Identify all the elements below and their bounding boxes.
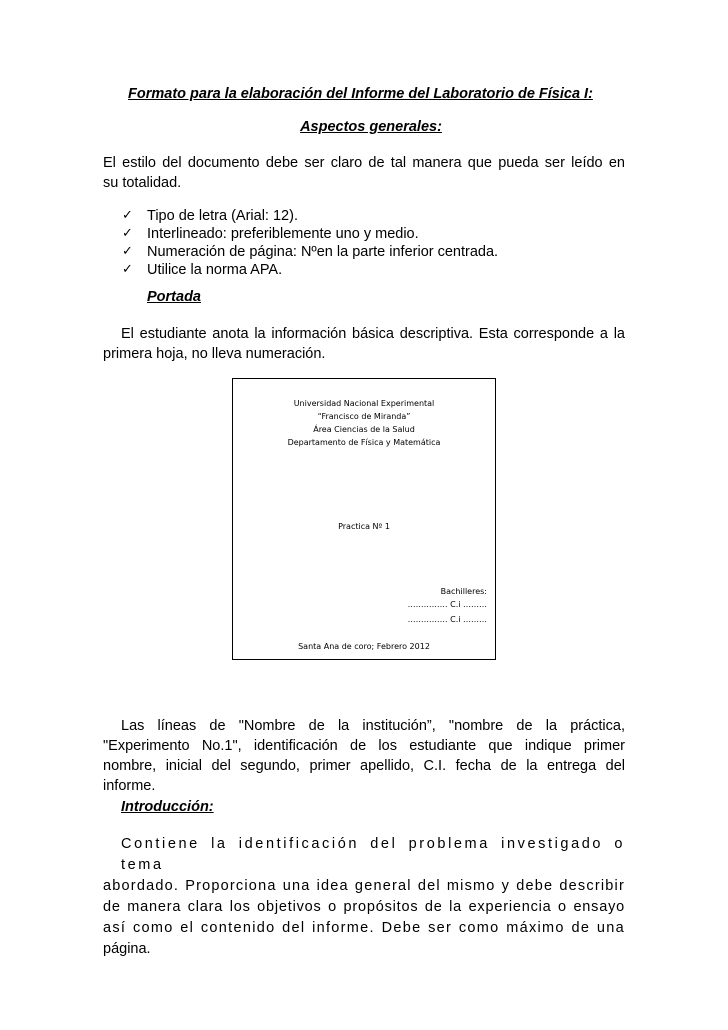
introduccion-line-4: así como el contenido del informe. Debe ser como máximo de una xyxy=(103,920,625,936)
intro-line-2: su totalidad. xyxy=(103,175,182,191)
cover-student-line: …………… C.i ……… xyxy=(407,615,487,624)
cover-student-line: …………… C.i ……… xyxy=(407,600,487,609)
checklist-item: ✓ Numeración de página: Nºen la parte inferior centrada. xyxy=(122,244,499,260)
cover-institution-line: Universidad Nacional Experimental xyxy=(293,399,435,408)
cover-practice: Practica Nº 1 xyxy=(338,522,390,531)
cover-students-label: Bachilleres: xyxy=(440,587,487,596)
checkmark-icon: ✓ xyxy=(122,208,133,223)
portada-heading: Portada xyxy=(147,289,201,305)
lineas-line-3: nombre, inicial del segundo, primer apellido, C.I. fecha de la entrega del xyxy=(103,758,625,774)
lineas-line-2: "Experimento No.1", identificación de los estudiante que indique primer xyxy=(103,738,625,754)
introduccion-line-5: página. xyxy=(103,941,151,957)
intro-paragraph xyxy=(103,153,625,193)
introduccion-line-2: abordado. Proporciona una idea general del mismo y debe describir xyxy=(103,878,625,894)
checklist-item: ✓ Utilice la norma APA. xyxy=(122,262,283,278)
portada-paragraph xyxy=(103,324,625,364)
cover-institution-line: “Francisco de Miranda” xyxy=(317,412,411,421)
lineas-paragraph xyxy=(103,716,625,796)
checklist-item: ✓ Tipo de letra (Arial: 12). xyxy=(122,208,298,224)
introduccion-line-1: Contiene la identificación del problema investigado o tema xyxy=(121,836,625,873)
introduccion-heading: Introducción: xyxy=(121,799,214,815)
lineas-line-4: informe. xyxy=(103,778,156,794)
format-checklist xyxy=(118,207,498,279)
section-subtitle: Aspectos generales: xyxy=(300,119,442,135)
document-title: Formato para la elaboración del Informe del Laboratorio de Física I: xyxy=(128,86,593,102)
portada-line-2: primera hoja, no lleva numeración. xyxy=(103,346,326,362)
checklist-item: ✓ Interlineado: preferiblemente uno y medio. xyxy=(122,226,419,242)
cover-footer: Santa Ana de coro; Febrero 2012 xyxy=(298,642,430,651)
cover-institution-line: Departamento de Física y Matemática xyxy=(287,438,441,447)
checkmark-icon: ✓ xyxy=(122,226,133,241)
cover-page-sample xyxy=(232,378,496,660)
lineas-line-1: Las líneas de "Nombre de la institución”, "nombre de la práctica, xyxy=(121,718,625,734)
introduccion-line-3: de manera clara los objetivos o propósitos de la experiencia o ensayo xyxy=(103,899,625,915)
intro-line-1: El estilo del documento debe ser claro de tal manera que pueda ser leído en xyxy=(103,155,625,171)
introduccion-paragraph xyxy=(103,834,625,960)
checkmark-icon: ✓ xyxy=(122,244,133,259)
checkmark-icon: ✓ xyxy=(122,262,133,277)
portada-line-1: El estudiante anota la información básica descriptiva. Esta corresponde a la xyxy=(121,326,625,342)
cover-institution-line: Área Ciencias de la Salud xyxy=(313,425,415,434)
